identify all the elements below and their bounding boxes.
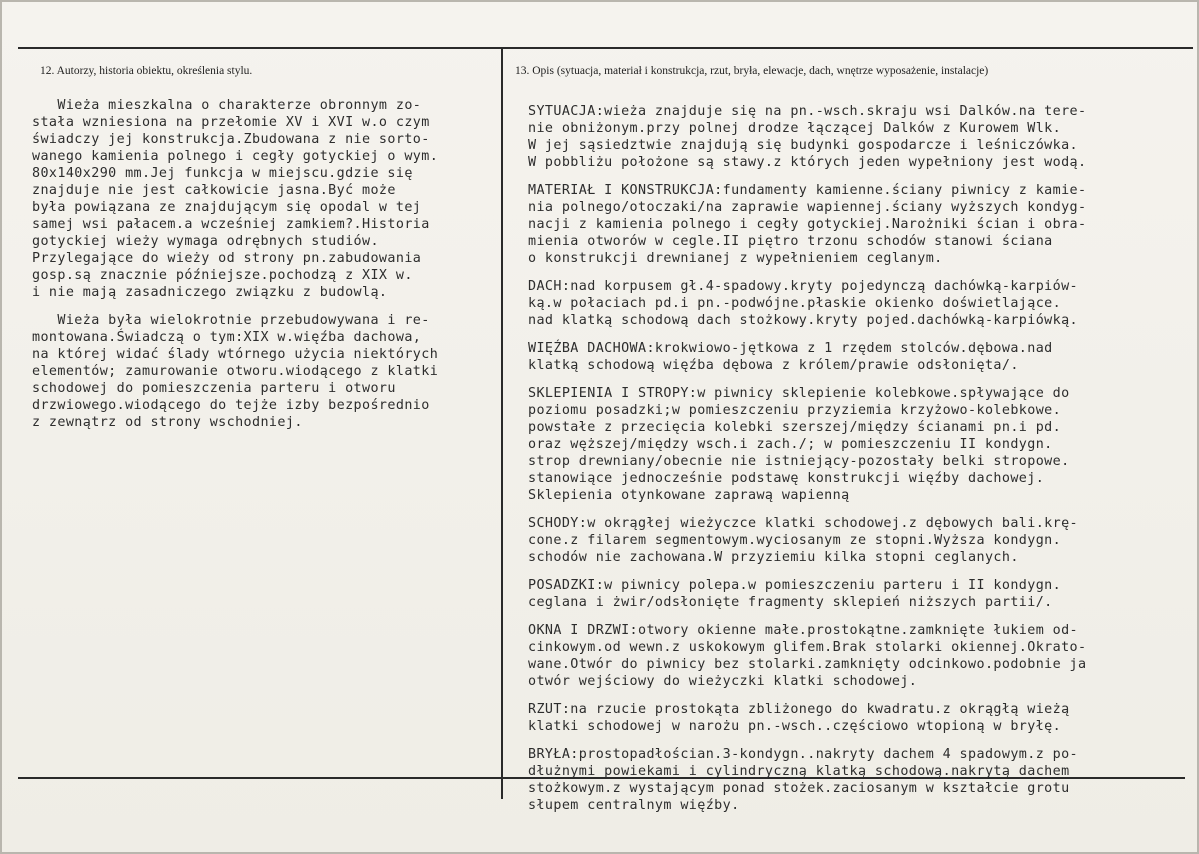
typed-line: 80x140x290 mm.Jej funkcja w miejscu.gdzie się [32,166,413,181]
typed-line: ceglana i żwir/odsłonięte fragmenty sklepień niższych partii/. [528,595,1053,610]
typed-line: elementów; zamurowanie otworu.wiodącego z klatki [32,364,439,379]
column-divider [501,47,503,799]
typed-line: SCHODY:w okrągłej wieżyczce klatki schodowej.z dębowych bali.krę- [528,516,1079,531]
paragraph-gap [528,735,1086,746]
paragraph-gap [32,301,438,312]
typed-line: Sklepienia otynkowane zaprawą wapienną [528,488,850,503]
typed-line: BRYŁA:prostopadłościan.3-kondygn..nakryty dachem 4 spadowym.z po- [528,747,1079,762]
section-13-heading: 13. Opis (sytuacja, materiał i konstrukcja, rzut, bryła, elewacje, dach, wnętrze wyposażenie, instalacje) [515,65,989,77]
paragraph-gap [528,171,1086,182]
typed-line: poziomu posadzki;w pomieszczeniu przyziemia krzyżowo-kolebkowe. [528,403,1062,418]
typed-line: otwór wejściowy do wieżyczki klatki schodowej. [528,674,918,689]
typed-line: stała wzniesiona na przełomie XV i XVI w.o czym [32,115,430,130]
typed-line: W pobbliżu położone są stawy.z których jeden wypełniony jest wodą. [528,155,1087,170]
typed-line: słupem centralnym więźby. [528,798,740,813]
paragraph-gap [528,267,1086,278]
typed-line: dłużnymi powiekami i cylindryczną klatką schodową.nakrytą dachem [528,764,1070,779]
typed-line: DACH:nad korpusem gł.4-spadowy.kryty pojedynczą dachówką-karpiów- [528,279,1079,294]
paragraph-gap [528,504,1086,515]
typed-line: MATERIAŁ I KONSTRUKCJA:fundamenty kamienne.ściany piwnicy z kamie- [528,183,1087,198]
section-13-text [528,103,1086,814]
typed-line: o konstrukcji drewnianej z wypełnieniem ceglanym. [528,251,943,266]
paragraph-gap [528,374,1086,385]
typed-line: klatki schodowej w narożu pn.-wsch..częściowo wtopioną w bryłę. [528,719,1062,734]
typed-line: była powiązana ze znajdującym się opodal w tej [32,200,422,215]
paragraph-gap [528,329,1086,340]
typed-line: znajduje nie jest całkowicie jasna.Być może [32,183,396,198]
typed-line: Wieża mieszkalna o charakterze obronnym zo- [32,98,422,113]
typed-line: schodów nie zachowana.W przyziemiu kilka stopni ceglanych. [528,550,1019,565]
typed-line: nia polnego/otoczaki/na zaprawie wapiennej.ściany wyższych kondyg- [528,200,1087,215]
typed-line: i nie mają zasadniczego związku z budowlą. [32,285,388,300]
typed-line: stożkowym.z wystającym ponad stożek.zaciosanym w kształcie grotu [528,781,1070,796]
typed-line: nacji z kamienia polnego i cegły gotyckiej.Narożniki ścian i obra- [528,217,1087,232]
typed-line: cinkowym.od wewn.z uskokowym glifem.Brak stolarki okiennej.Okrato- [528,640,1087,655]
paragraph-gap [528,611,1086,622]
typed-line: z zewnątrz od strony wschodniej. [32,415,303,430]
section-12-heading: 12. Autorzy, historia obiektu, określenia stylu. [40,65,253,77]
paragraph-gap [528,690,1086,701]
typed-line: stanowiące jednocześnie podstawę konstrukcji więźby dachowej. [528,471,1045,486]
typed-line: wanego kamienia polnego i cegły gotyckiej o wym. [32,149,439,164]
typed-line: świadczy jej konstrukcja.Zbudowana z nie sorto- [32,132,430,147]
typed-line: POSADZKI:w piwnicy polepa.w pomieszczeniu parteru i II kondygn. [528,578,1062,593]
top-rule [18,47,1193,49]
typed-line: Przylegające do wieży od strony pn.zabudowania [32,251,422,266]
typed-line: OKNA I DRZWI:otwory okienne małe.prostokątne.zamknięte łukiem od- [528,623,1079,638]
typed-line: klatką schodową więźba dębowa z królem/prawie odsłonięta/. [528,358,1019,373]
typed-line: gosp.są znacznie późniejsze.pochodzą z XIX w. [32,268,413,283]
typed-line: strop drewniany/obecnie nie istniejący-pozostały belki stropowe. [528,454,1070,469]
typed-line: W jej sąsiedztwie znajdują się budynki gospodarcze i leśniczówka. [528,138,1079,153]
typed-line: WIĘŹBA DACHOWA:krokwiowo-jętkowa z 1 rzędem stolców.dębowa.nad [528,341,1053,356]
typed-line: SYTUACJA:wieża znajduje się na pn.-wsch.skraju wsi Dalków.na tere- [528,104,1087,119]
typed-line: drzwiowego.wiodącego do tejże izby bezpośrednio [32,398,430,413]
typed-line: oraz węższej/między wsch.i zach./; w pomieszczeniu II kondygn. [528,437,1053,452]
typed-line: Wieża była wielokrotnie przebudowywana i re- [32,313,430,328]
typed-line: RZUT:na rzucie prostokąta zbliżonego do kwadratu.z okrągłą wieżą [528,702,1070,717]
typed-line: gotyckiej wieży wymaga odrębnych studiów. [32,234,379,249]
typed-line: powstałe z przecięcia kolebki szerszej/między ścianami pn.i pd. [528,420,1062,435]
typed-line: schodowej do pomieszczenia parteru i otworu [32,381,396,396]
typed-line: nie obniżonym.przy polnej drodze łączącej Dalków z Kurowem Wlk. [528,121,1062,136]
typed-line: na której widać ślady wtórnego użycia niektórych [32,347,439,362]
typed-line: mienia otworów w cegle.II piętro trzonu schodów stanowi ściana [528,234,1053,249]
typed-line: SKLEPIENIA I STROPY:w piwnicy sklepienie kolebkowe.spływające do [528,386,1070,401]
section-12-text [32,97,438,431]
typed-line: nad klatką schodową dach stożkowy.kryty pojed.dachówką-karpiówką. [528,313,1079,328]
paragraph-gap [528,566,1086,577]
typed-line: ką.w połaciach pd.i pn.-podwójne.płaskie okienko doświetlające. [528,296,1062,311]
typed-line: wane.Otwór do piwnicy bez stolarki.zamknięty odcinkowo.podobnie ja [528,657,1087,672]
typed-line: cone.z filarem segmentowym.wyciosanym ze stopni.Wyższa kondygn. [528,533,1062,548]
typed-line: samej wsi pałacem.a wcześniej zamkiem?.Historia [32,217,430,232]
typed-line: montowana.Świadczą o tym:XIX w.więźba dachowa, [32,330,422,345]
